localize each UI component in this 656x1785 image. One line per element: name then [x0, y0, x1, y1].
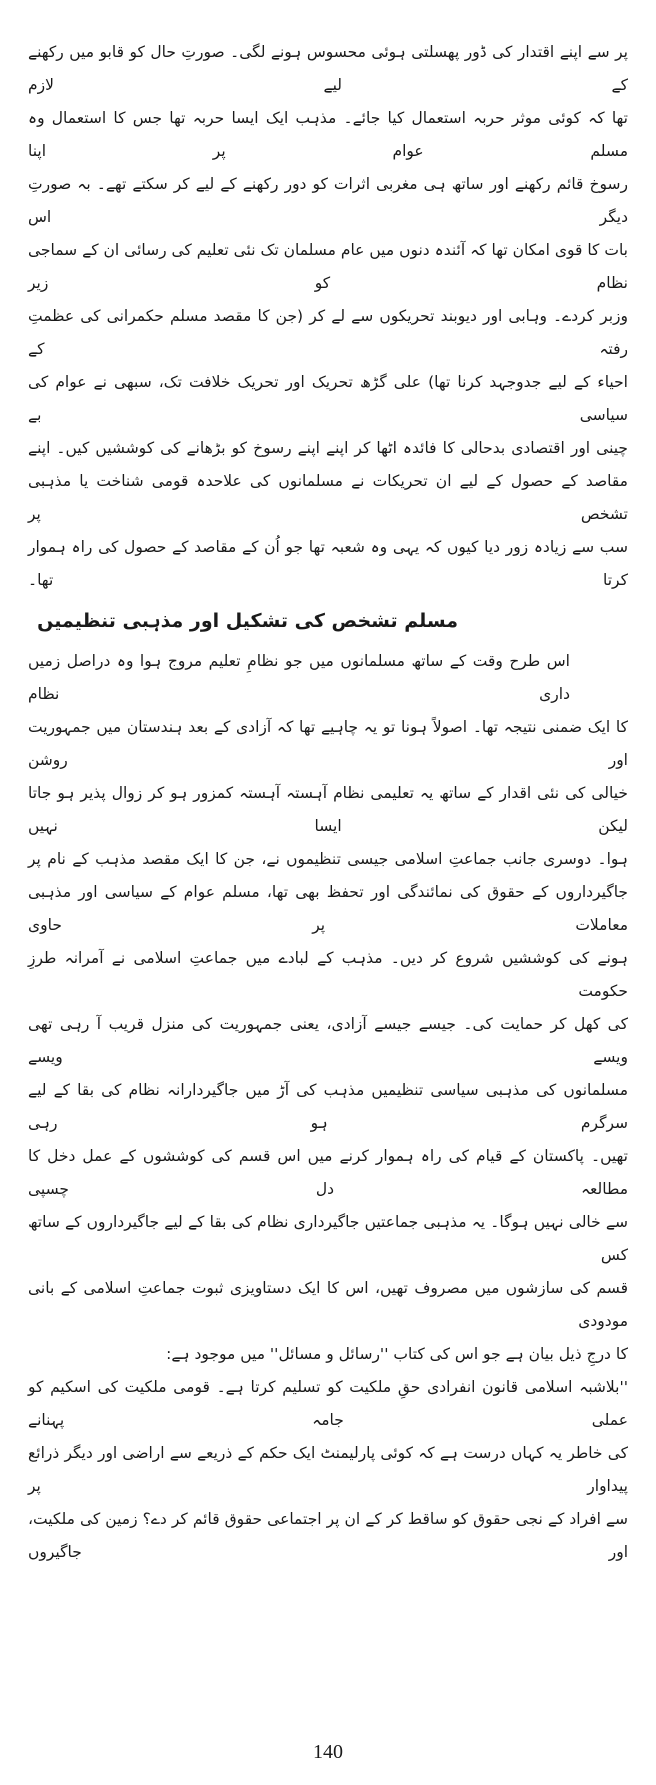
- text-line: جاگیرداروں کے حقوق کی نمائندگی اور تحفظ بھی تھا، مسلم عوام کے سیاسی اور مذہبی معاملات پر حاوی: [28, 883, 628, 934]
- text-line: تھا کہ کوئی موثر حربہ استعمال کیا جائے۔ مذہب ایک ایسا حربہ تھا جس کا استعمال وہ مسلم عوام پر اپنا: [28, 109, 628, 160]
- text-line: قسم کی سازشوں میں مصروف تھیں، اس کا ایک دستاویزی ثبوت جماعتِ اسلامی کے بانی مودودی: [28, 1279, 628, 1330]
- text-line: تھیں۔ پاکستان کے قیام کی راہ ہموار کرنے میں اس قسم کی کوششوں کے عمل دخل کا مطالعہ دل چسپی: [28, 1147, 628, 1198]
- quote-line: ''بلاشبہ اسلامی قانون انفرادی حقِ ملکیت کو تسلیم کرتا ہے۔ قومی ملکیت کی اسکیم کو عملی جامہ پہنانے: [28, 1378, 628, 1429]
- text-line: ہونے کی کوششیں شروع کر دیں۔ مذہب کے لبادے میں جماعتِ اسلامی نے آمرانہ طرزِ حکومت: [28, 949, 628, 1000]
- page-number: 140: [313, 1741, 343, 1763]
- paragraph-2: [28, 645, 628, 1569]
- text-line: مسلمانوں کی مذہبی سیاسی تنظیمیں مذہب کی آڑ میں جاگیردارانہ نظام کی بقا کے لیے سرگرم ہو رہی: [28, 1081, 628, 1132]
- text-line: مقاصد کے حصول کے لیے ان تحریکات نے مسلمانوں کی علاحدہ قومی شناخت یا مذہبی تشخص پر: [28, 472, 628, 523]
- text-line: بات کا قوی امکان تھا کہ آئندہ دنوں میں عام مسلمان تک نئی تعلیم کی رسائی ان کے سماجی نظام کو زیر: [28, 241, 628, 292]
- text-line: کا ایک ضمنی نتیجہ تھا۔ اصولاً ہونا تو یہ چاہیے تھا کہ آزادی کے بعد ہندستان میں جمہوریت اور روشن: [28, 718, 628, 769]
- text-line: وزبر کردے۔ وہابی اور دیوبند تحریکوں سے لے کر (جن کا مقصد مسلم حکمرانی کی عظمتِ رفتہ کے: [28, 307, 628, 358]
- quote-line: کی خاطر یہ کہاں درست ہے کہ کوئی پارلیمنٹ ایک حکم کے ذریعے سے اراضی اور دیگر ذرائع پیداوار پر: [28, 1444, 628, 1495]
- text-line: کی کھل کر حمایت کی۔ جیسے جیسے آزادی، یعنی جمہوریت کی منزل قریب آ رہی تھی ویسے ویسے: [28, 1015, 628, 1066]
- text-line: اس طرح وقت کے ساتھ مسلمانوں میں جو نظامِ تعلیم مروج ہوا وہ دراصل زمیں داری نظام: [28, 652, 570, 703]
- text-line: خیالی کی نئی اقدار کے ساتھ یہ تعلیمی نظام آہستہ آہستہ کمزور ہو کر زوال پذیر ہو جاتا لیکن ایسا نہیں: [28, 784, 628, 835]
- text-line: ہوا۔ دوسری جانب جماعتِ اسلامی جیسی تنظیموں نے، جن کا ایک مقصد مذہب کے نام پر: [28, 850, 628, 868]
- section-heading: مسلم تشخص کی تشکیل اور مذہبی تنظیمیں: [37, 610, 458, 632]
- book-page: [28, 0, 628, 1569]
- text-line: کا درجِ ذیل بیان ہے جو اس کی کتاب ''رسائل و مسائل'' میں موجود ہے:: [166, 1345, 628, 1363]
- text-line: رسوخ قائم رکھنے اور ساتھ ہی مغربی اثرات کو دور رکھنے کے لیے کر سکتے تھے۔ بہ صورتِ دیگر اس: [28, 175, 628, 226]
- text-line: پر سے اپنے اقتدار کی ڈور پھسلتی ہوئی محسوس ہونے لگی۔ صورتِ حال کو قابو میں رکھنے کے لیے لازم: [28, 43, 628, 94]
- text-line: سب سے زیادہ زور دیا کیوں کہ یہی وہ شعبہ تھا جو اُن کے مقاصد کے حصول کی راہ ہموار کرتا تھا۔: [28, 538, 628, 589]
- text-line: احیاء کے لیے جدوجہد کرنا تھا) علی گڑھ تحریک اور تحریک خلافت تک، سبھی نے عوام کی سیاسی بے: [28, 373, 628, 424]
- text-line: سے خالی نہیں ہوگا۔ یہ مذہبی جماعتیں جاگیرداری نظام کی بقا کے لیے جاگیرداروں کے ساتھ کس: [28, 1213, 628, 1264]
- quote-line: سے افراد کے نجی حقوق کو ساقط کر کے ان پر اجتماعی حقوق قائم کر دے؟ زمین کی ملکیت، اور جاگیروں: [28, 1510, 628, 1561]
- paragraph-1: [28, 36, 628, 597]
- text-line: چینی اور اقتصادی بدحالی کا فائدہ اٹھا کر اپنے اپنے رسوخ کو بڑھانے کی کوششیں کیں۔ اپنے: [28, 439, 628, 457]
